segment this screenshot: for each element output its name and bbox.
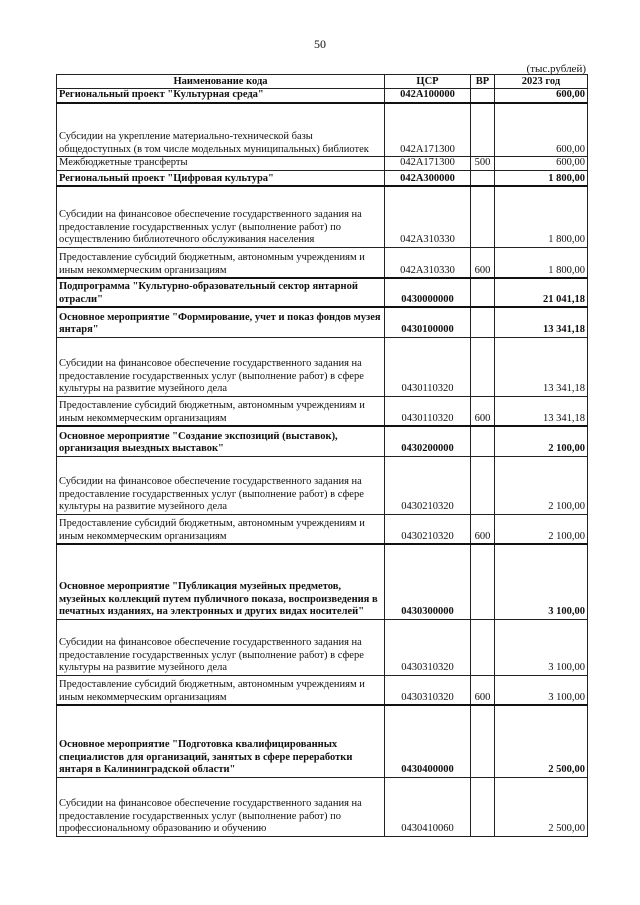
cell-vr	[471, 337, 495, 396]
cell-name: Предоставление субсидий бюджетным, автономным учреждениям и иным некоммерческим организациям	[57, 675, 385, 705]
units-label: (тыс.рублей)	[526, 63, 586, 75]
cell-csr: 042A310330	[385, 247, 471, 278]
cell-csr: 0430110320	[385, 396, 471, 426]
cell-vr	[471, 103, 495, 157]
cell-vr	[471, 186, 495, 247]
header-year: 2023 год	[495, 75, 588, 89]
cell-name: Субсидии на финансовое обеспечение государственного задания на предоставление государственных услуг (выполнение работ) в сфере культуры на развитие музейного дела	[57, 337, 385, 396]
cell-sum: 13 341,18	[495, 307, 588, 337]
cell-sum: 3 100,00	[495, 544, 588, 619]
header-csr: ЦСР	[385, 75, 471, 89]
cell-name: Предоставление субсидий бюджетным, автономным учреждениям и иным некоммерческим организациям	[57, 514, 385, 544]
cell-vr: 600	[471, 675, 495, 705]
cell-vr: 600	[471, 396, 495, 426]
cell-csr: 042A310330	[385, 186, 471, 247]
cell-vr	[471, 456, 495, 514]
cell-sum: 2 500,00	[495, 705, 588, 777]
table-row	[57, 514, 588, 544]
cell-name: Субсидии на финансовое обеспечение государственного задания на предоставление государственных услуг (выполнение работ) в сфере культуры на развитие музейного дела	[57, 456, 385, 514]
cell-sum: 600,00	[495, 89, 588, 103]
cell-sum: 600,00	[495, 103, 588, 157]
table-row	[57, 705, 588, 777]
cell-vr	[471, 705, 495, 777]
cell-vr	[471, 619, 495, 675]
cell-vr	[471, 278, 495, 307]
table-row	[57, 619, 588, 675]
cell-sum: 13 341,18	[495, 396, 588, 426]
cell-vr: 600	[471, 247, 495, 278]
cell-name: Основное мероприятие "Формирование, учет и показ фондов музея янтаря"	[57, 307, 385, 337]
table-header-row	[57, 75, 588, 89]
cell-vr	[471, 544, 495, 619]
cell-sum: 2 100,00	[495, 426, 588, 456]
table-row	[57, 456, 588, 514]
table-row	[57, 157, 588, 171]
cell-csr: 0430310320	[385, 619, 471, 675]
cell-name: Субсидии на финансовое обеспечение государственного задания на предоставление государственных услуг (выполнение работ) по профессиональному образованию и обучению	[57, 777, 385, 836]
table-row	[57, 544, 588, 619]
cell-sum: 13 341,18	[495, 337, 588, 396]
cell-name: Субсидии на финансовое обеспечение государственного задания на предоставление государственных услуг (выполнение работ) по осуществлению библиотечного обслуживания населения	[57, 186, 385, 247]
cell-vr	[471, 170, 495, 186]
cell-csr: 0430310320	[385, 675, 471, 705]
table-row	[57, 247, 588, 278]
cell-csr: 0430100000	[385, 307, 471, 337]
cell-sum: 2 100,00	[495, 456, 588, 514]
cell-csr: 0430300000	[385, 544, 471, 619]
cell-csr: 042A171300	[385, 157, 471, 171]
cell-csr: 0430210320	[385, 456, 471, 514]
table-row	[57, 278, 588, 307]
cell-vr: 600	[471, 514, 495, 544]
table-row	[57, 337, 588, 396]
cell-csr: 0430410060	[385, 777, 471, 836]
cell-name: Субсидии на укрепление материально-технической базы общедоступных (в том числе модельных муниципальных) библиотек	[57, 103, 385, 157]
cell-sum: 1 800,00	[495, 186, 588, 247]
header-vr: ВР	[471, 75, 495, 89]
cell-vr	[471, 777, 495, 836]
cell-name: Субсидии на финансовое обеспечение государственного задания на предоставление государственных услуг (выполнение работ) в сфере культуры на развитие музейного дела	[57, 619, 385, 675]
table-row	[57, 426, 588, 456]
budget-table	[56, 74, 588, 837]
cell-name: Региональный проект "Культурная среда"	[57, 89, 385, 103]
cell-csr: 042A300000	[385, 170, 471, 186]
cell-vr	[471, 89, 495, 103]
cell-csr: 0430000000	[385, 278, 471, 307]
cell-csr: 0430110320	[385, 337, 471, 396]
table-row	[57, 89, 588, 103]
table-row	[57, 307, 588, 337]
cell-name: Основное мероприятие "Создание экспозиций (выставок), организация выездных выставок"	[57, 426, 385, 456]
cell-csr: 042A100000	[385, 89, 471, 103]
page-number: 50	[314, 37, 326, 51]
cell-sum: 1 800,00	[495, 170, 588, 186]
cell-csr: 0430200000	[385, 426, 471, 456]
cell-name: Предоставление субсидий бюджетным, автономным учреждениям и иным некоммерческим организациям	[57, 247, 385, 278]
cell-csr: 0430210320	[385, 514, 471, 544]
cell-vr: 500	[471, 157, 495, 171]
table-row	[57, 103, 588, 157]
cell-name: Предоставление субсидий бюджетным, автономным учреждениям и иным некоммерческим организациям	[57, 396, 385, 426]
table-row	[57, 777, 588, 836]
cell-csr: 042A171300	[385, 103, 471, 157]
table-row	[57, 170, 588, 186]
table-row	[57, 186, 588, 247]
cell-vr	[471, 307, 495, 337]
cell-sum: 1 800,00	[495, 247, 588, 278]
cell-name: Региональный проект "Цифровая культура"	[57, 170, 385, 186]
cell-name: Межбюджетные трансферты	[57, 157, 385, 171]
table-row	[57, 396, 588, 426]
cell-name: Основное мероприятие "Публикация музейных предметов, музейных коллекций путем публичного показа, воспроизведения в печатных изданиях, на электронных и других видах носителей"	[57, 544, 385, 619]
cell-vr	[471, 426, 495, 456]
cell-name: Основное мероприятие "Подготовка квалифицированных специалистов для организаций, занятых в сфере переработки янтаря в Калининградской области"	[57, 705, 385, 777]
cell-sum: 3 100,00	[495, 675, 588, 705]
cell-csr: 0430400000	[385, 705, 471, 777]
cell-sum: 600,00	[495, 157, 588, 171]
cell-sum: 2 100,00	[495, 514, 588, 544]
cell-sum: 3 100,00	[495, 619, 588, 675]
table-row	[57, 675, 588, 705]
header-name: Наименование кода	[57, 75, 385, 89]
cell-sum: 21 041,18	[495, 278, 588, 307]
cell-sum: 2 500,00	[495, 777, 588, 836]
cell-name: Подпрограмма "Культурно-образовательный сектор янтарной отрасли"	[57, 278, 385, 307]
